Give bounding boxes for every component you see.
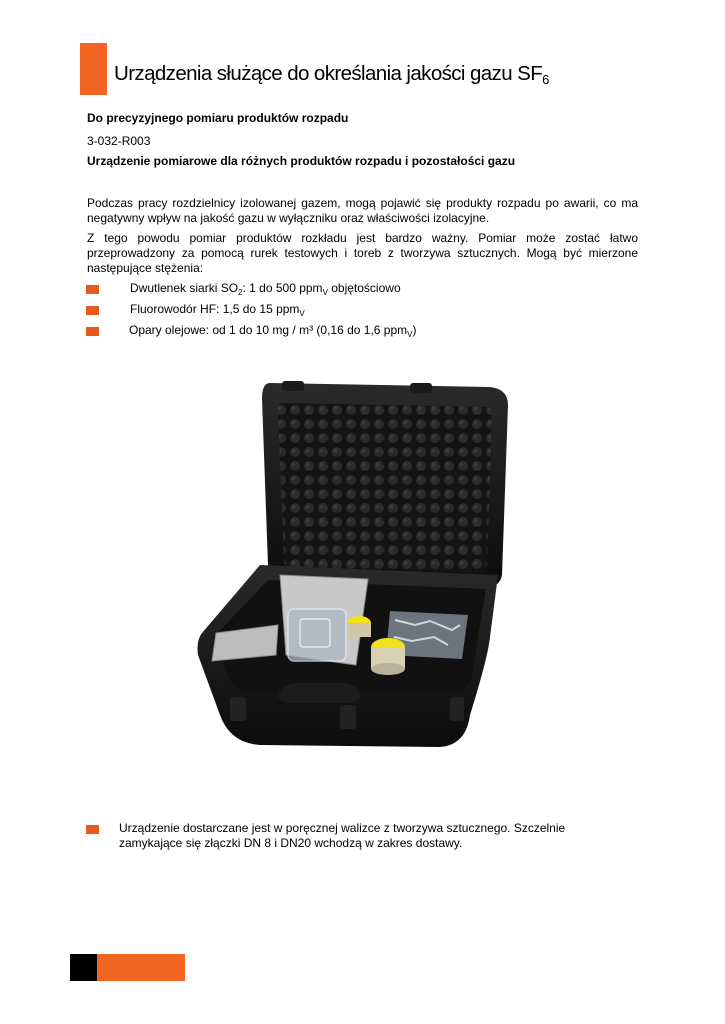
bullet-marker [86,306,99,315]
paragraph-1: Podczas pracy rozdzielnicy izolowanej gazem, mogą pojawić się produkty rozpadu po awarii, co ma negatywny wpływ na jakość gazu w wyłączniku oraz właściwości izolacyjne. [87,196,638,225]
paragraph-2: Z tego powodu pomiar produktów rozkładu jest bardzo ważny. Pomiar może zostać łatwo przeprowadzony za pomocą rurek testowych i toreb z tworzywa sztucznych. Mogą być mierzone następujące stężenia: [87,231,638,275]
intro-subheading: Urządzenie pomiarowe dla różnych produktów rozpadu i pozostałości gazu [87,154,516,168]
concentration-so2: Dwutlenek siarki $SO_2$: 1 do 500 ppm$_V$ objętościowo [130,281,401,297]
delivery-note-line-2: zamykające się złączki DN 8 i DN20 wchodzą w zakres dostawy. [119,836,463,850]
bullet-marker [86,327,99,336]
footer-black-block [70,954,97,981]
header-accent-bar [80,43,107,95]
bullet-marker [86,825,99,834]
concentration-hf: Fluorowodór HF: 1,5 do 15 ppm$_V$ [130,302,305,318]
product-code: 3-032-R003 [87,134,151,148]
concentration-oil: Opary olejowe: od 1 do 10 mg / m³ (0,16 do 1,6 ppm$_V$) [129,323,417,339]
delivery-note-line-1: Urządzenie dostarczane jest w poręcznej walizce z tworzywa sztucznego. Szczelnie [119,821,566,835]
footer-orange-block [97,954,185,981]
page-title: Urządzenia służące do określania jakości gazu $SF_6$ [114,62,550,87]
bullet-marker [86,285,99,294]
intro-heading: Do precyzyjnego pomiaru produktów rozpadu [87,111,349,125]
product-case-image [190,375,520,755]
